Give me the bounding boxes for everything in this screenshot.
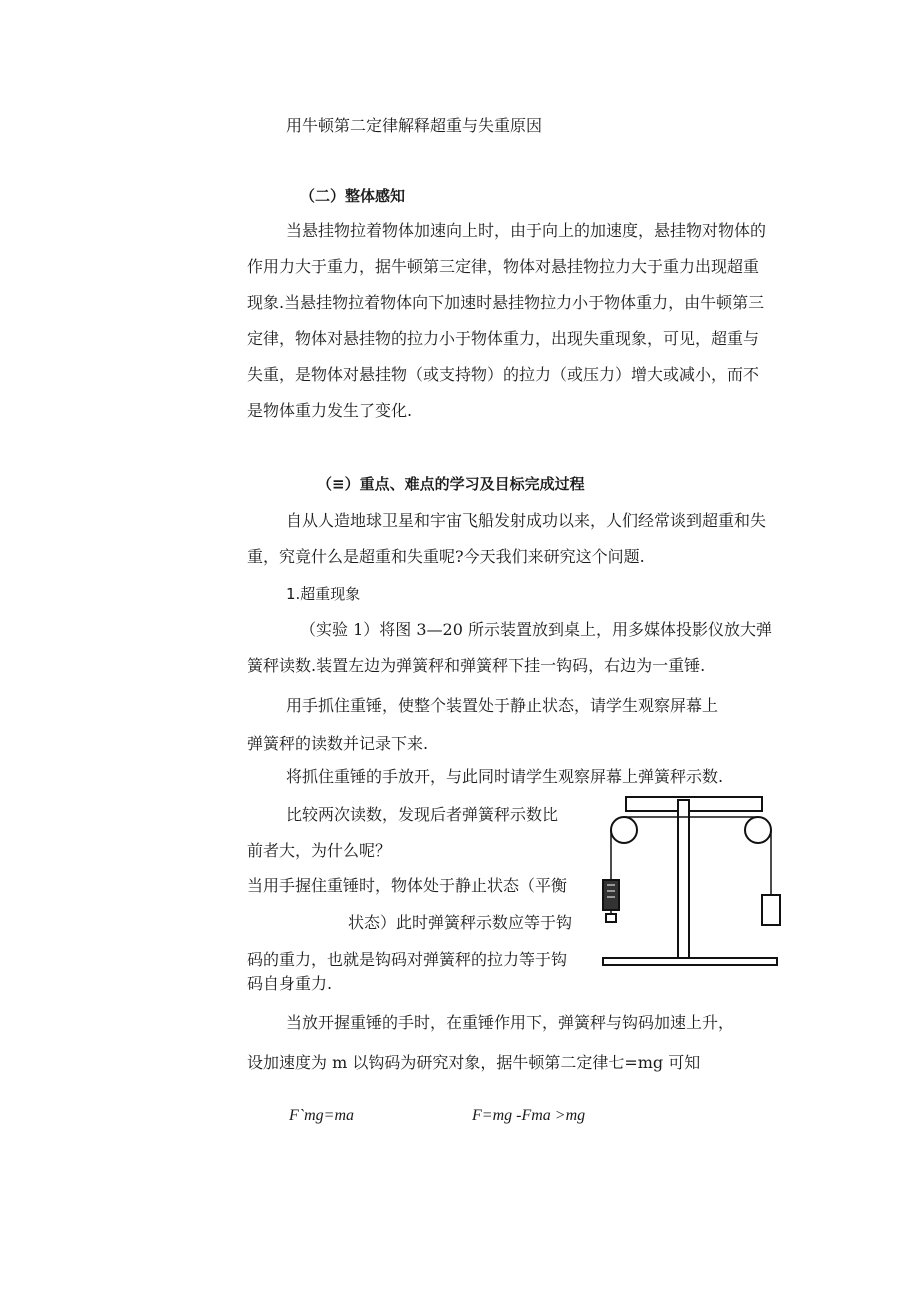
compare-line-6: 码自身重力. xyxy=(247,974,333,993)
intro-line-1: 自从人造地球卫星和宇宙飞船发射成功以来，人们经常谈到超重和失 xyxy=(286,511,767,530)
experiment-line-1: （实验 1）将图 3—20 所示装置放到桌上，用多媒体投影仪放大弹 xyxy=(300,620,772,639)
after-line-1: 当放开握重锤的手时，在重锤作用下，弹簧秤与钩码加速上升， xyxy=(286,1013,735,1032)
section2-line-2: 作用力大于重力，据牛顿第三定律，物体对悬挂物拉力大于重力出现超重 xyxy=(247,257,760,276)
section2-heading: （二）整体感知 xyxy=(300,187,406,205)
sub-heading-1: 1.超重现象 xyxy=(286,585,361,603)
after-line-2: 设加速度为 m 以钩码为研究对象，据牛顿第二定律七=mg 可知 xyxy=(247,1053,701,1072)
apparatus-figure xyxy=(598,792,788,972)
left-pulley xyxy=(611,817,637,843)
hold-line-2: 弹簧秤的读数并记录下来. xyxy=(247,734,429,753)
section2-line-1: 当悬挂物拉着物体加速向上时，由于向上的加速度，悬挂物对物体的 xyxy=(286,221,767,240)
section2-line-6: 是物体重力发生了变化. xyxy=(247,401,413,420)
section3-heading: （≡）重点、难点的学习及目标完成过程 xyxy=(317,475,585,493)
compare-line-2: 前者大，为什么呢？ xyxy=(247,841,392,860)
release-line: 将抓住重锤的手放开，与此同时请学生观察屏幕上弹簧秤示数. xyxy=(286,767,724,786)
vertical-post xyxy=(678,800,689,958)
experiment-line-2: 簧秤读数.装置左边为弹簧秤和弹簧秤下挂一钩码，右边为一重锤. xyxy=(247,656,706,675)
top-crossbar xyxy=(626,797,762,811)
formula-left: F`mg=ma xyxy=(289,1107,355,1124)
heavy-weight xyxy=(762,895,780,925)
hold-line-1: 用手抓住重锤，使整个装置处于静止状态，请学生观察屏幕上 xyxy=(286,696,719,715)
title-line: 用牛顿第二定律解释超重与失重原因 xyxy=(286,116,543,135)
compare-line-4: 状态）此时弹簧秤示数应等于钩 xyxy=(348,913,573,932)
section2-line-3: 现象.当悬挂物拉着物体向下加速时悬挂物拉力小于物体重力，由牛顿第三 xyxy=(247,293,765,312)
formula-right: F=mg -Fma >mg xyxy=(472,1107,586,1124)
compare-line-1: 比较两次读数，发现后者弹簧秤示数比 xyxy=(286,805,559,824)
section2-line-5: 失重，是物体对悬挂物（或支持物）的拉力（或压力）增大或减小，而不 xyxy=(247,365,760,384)
intro-line-2: 重，究竟什么是超重和失重呢?今天我们来研究这个问题. xyxy=(247,547,645,566)
compare-line-5: 码的重力，也就是钩码对弹簧秤的拉力等于钩 xyxy=(247,950,568,969)
base-plate xyxy=(603,958,777,965)
section2-line-4: 定律，物体对悬挂物的拉力小于物体重力，出现失重现象，可见，超重与 xyxy=(247,329,760,348)
compare-line-3: 当用手握住重锤时，物体处于静止状态（平衡 xyxy=(247,876,568,895)
right-pulley xyxy=(745,817,771,843)
hook-weight xyxy=(606,914,616,922)
